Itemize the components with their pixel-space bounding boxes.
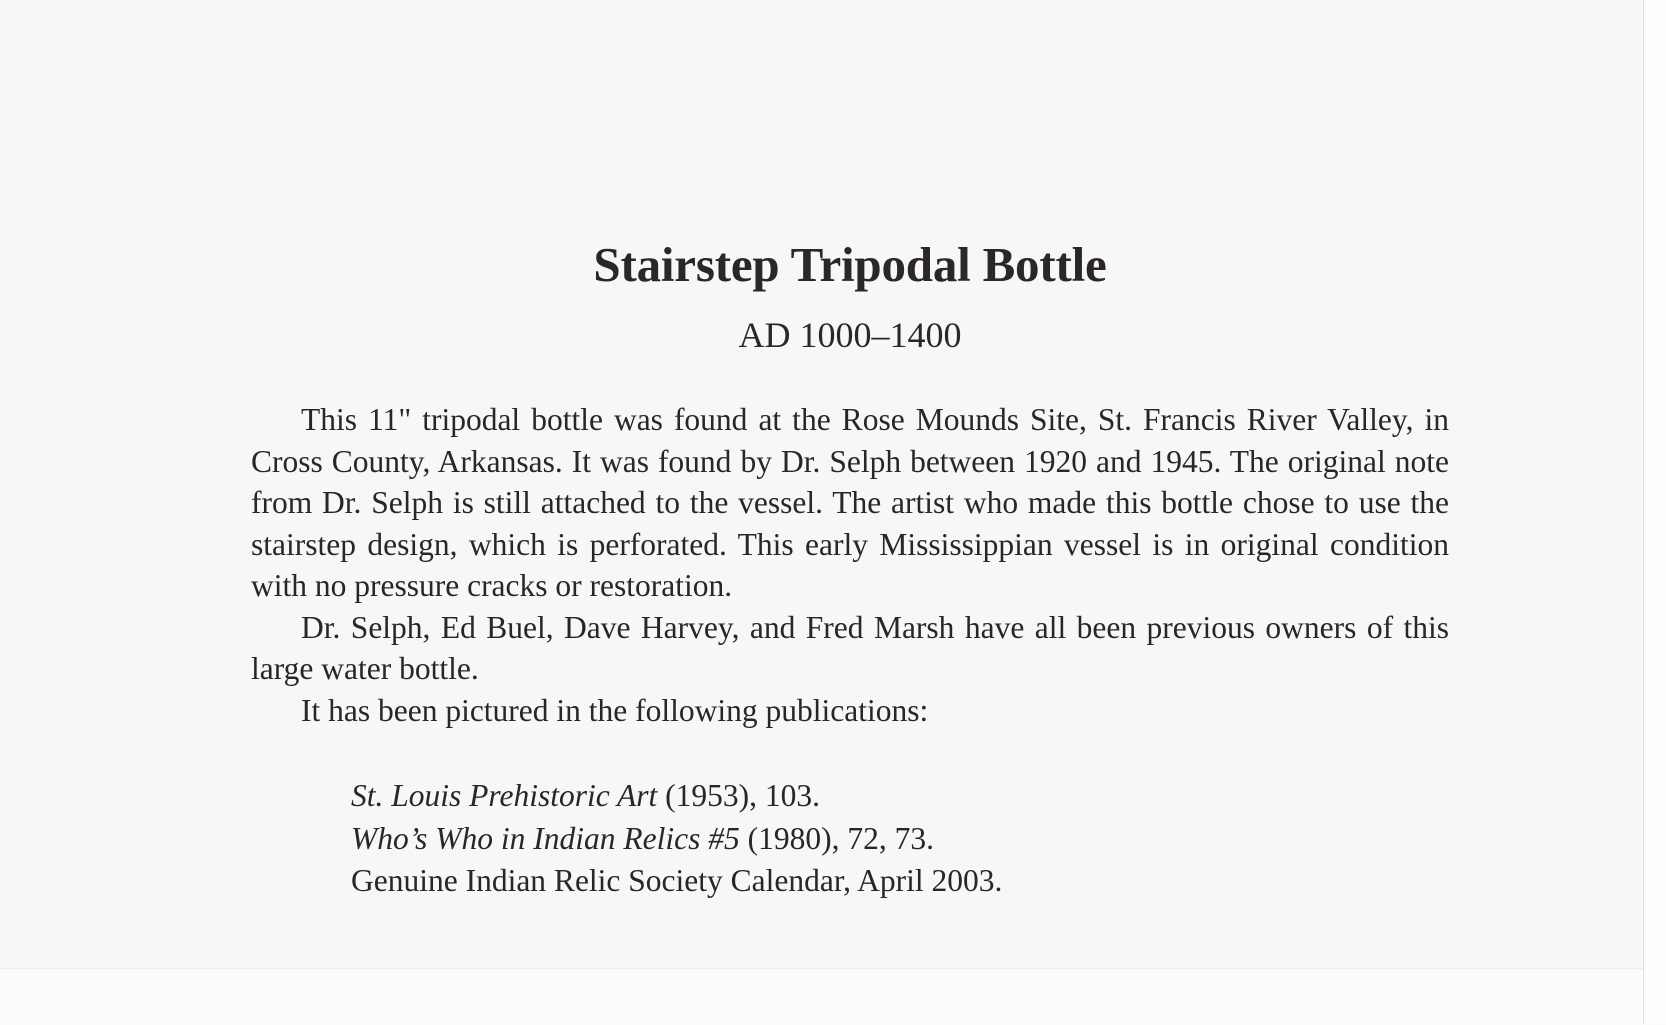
publication-details: Genuine Indian Relic Society Calendar, April 2003. xyxy=(351,863,1003,898)
date-range: AD 1000–1400 xyxy=(738,315,962,355)
page-title: Stairstep Tripodal Bottle xyxy=(593,237,1107,292)
publication-item xyxy=(351,860,1351,903)
body-text xyxy=(251,399,1449,731)
scan-right-edge xyxy=(1643,0,1666,1024)
publication-item xyxy=(351,775,1351,818)
publication-item xyxy=(351,818,1351,861)
publication-title: Who’s Who in Indian Relics #5 xyxy=(351,820,740,856)
publication-details: (1980), 72, 73. xyxy=(739,820,934,856)
paragraph-description: This 11" tripodal bottle was found at the Rose Mounds Site, St. Francis River Valley, in Cross County, Arkansas. It was found by Dr. Selph between 1920 and 1945. The original note from Dr. Selph is still attached to the vessel. The artist who made this bottle chose to use the stairstep design, which is perforated. This early Mississippian vessel is in original condition with no pressure cracks or restoration. xyxy=(251,402,1449,603)
scan-bottom-edge xyxy=(0,968,1666,1025)
paragraph-owners: Dr. Selph, Ed Buel, Dave Harvey, and Fred Marsh have all been previous owners of this large water bottle. xyxy=(251,609,1449,686)
publication-details: (1953), 103. xyxy=(657,778,821,813)
paragraph-publications-intro: It has been pictured in the following publications: xyxy=(301,692,929,728)
publication-title: St. Louis Prehistoric Art xyxy=(351,778,658,813)
publication-list xyxy=(351,775,1351,903)
